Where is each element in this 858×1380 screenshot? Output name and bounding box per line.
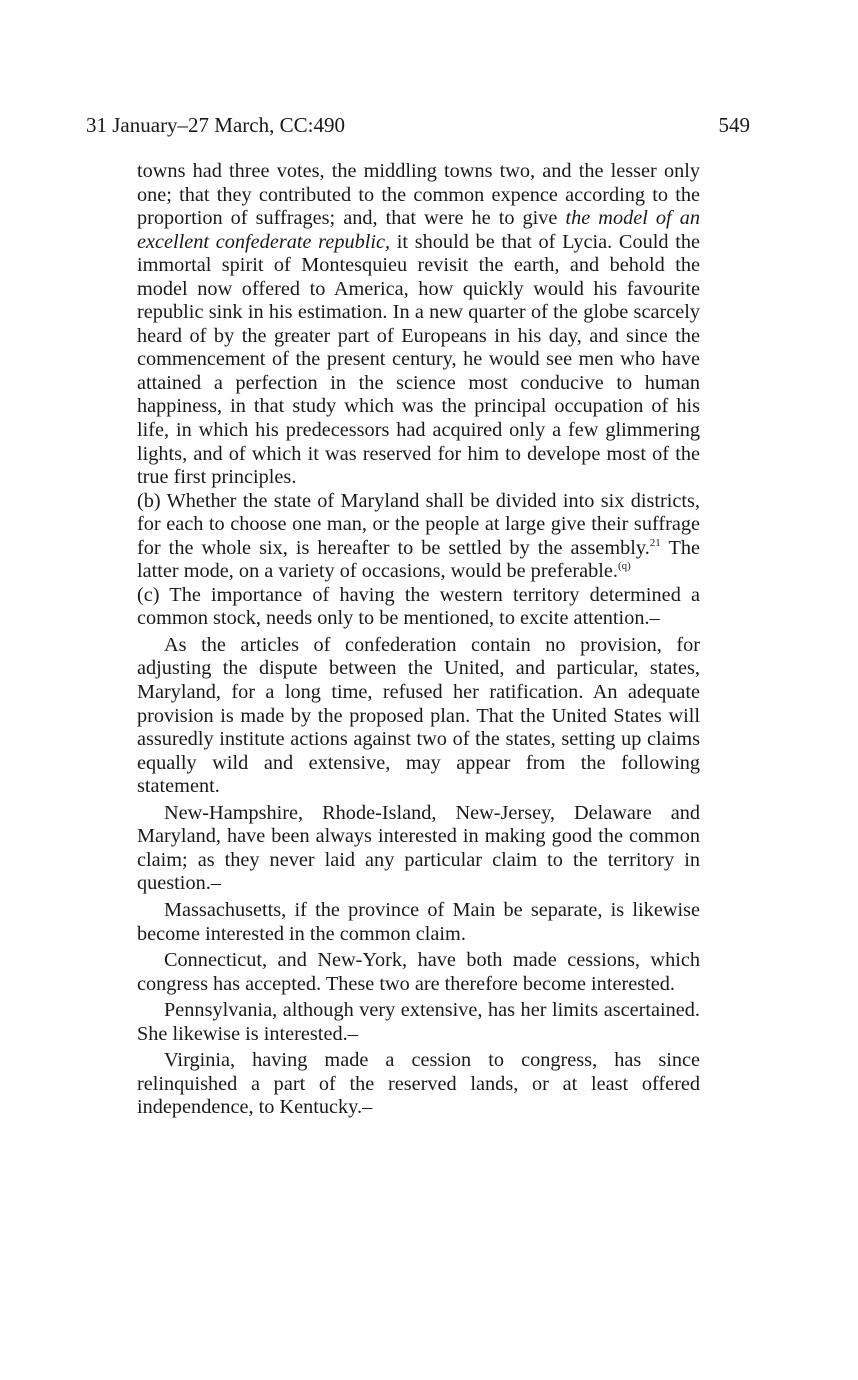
footnote-ref: (q) bbox=[617, 560, 631, 573]
paragraph-text: The latter mode, on a variety of occasions, would be preferable. bbox=[137, 536, 700, 583]
body-text bbox=[137, 160, 700, 1120]
paragraph-new-hampshire: New-Hampshire, Rhode-Island, New-Jersey, Delaware and Maryland, have been always interested in making good the common claim; as they never laid any particular claim to the territory in question.– bbox=[137, 801, 700, 895]
paragraph-articles: As the articles of confederation contain no provision, for adjusting the dispute between the United, and particular, states, Maryland, for a long time, refused her ratification. An adequate provision is made by the proposed plan. That the United States will assuredly institute actions against two of the states, setting up claims equally wild and extensive, may appear from the following statement. bbox=[137, 633, 700, 798]
paragraph-connecticut: Connecticut, and New-York, have both made cessions, which congress has accepted. These two are therefore become interested. bbox=[137, 949, 700, 995]
paragraph-pennsylvania: Pennsylvania, although very extensive, has her limits ascertained. She likewise is interested.– bbox=[137, 999, 700, 1045]
paragraph-lycia bbox=[137, 160, 700, 490]
paragraph-text: towns had three votes, the middling towns two, and the lesser only one; that they contributed to the common expence according to the proportion of suffrages; and, that were he to give bbox=[137, 160, 700, 230]
note-c: (c) The importance of having the western territory determined a common stock, needs only to be mentioned, to excite attention.– bbox=[137, 583, 700, 630]
italic-phrase: the model of an excellent confederate republic, bbox=[137, 207, 700, 253]
running-head bbox=[86, 110, 750, 140]
paragraph-text: (b) Whether the state of Maryland shall be divided into six districts, for each to choose one man, or the people at large give their suffrage for the whole six, is hereafter to be settled by the assembly. bbox=[137, 489, 700, 559]
paragraph-virginia: Virginia, having made a cession to congress, has since relinquished a part of the reserved lands, or at least offered independence, to Kentucky.– bbox=[137, 1049, 700, 1119]
paragraph-massachusetts: Massachusetts, if the province of Main be separate, is likewise become interested in the common claim. bbox=[137, 898, 700, 945]
note-b bbox=[137, 490, 700, 584]
footnote-ref: 21 bbox=[649, 536, 661, 549]
page-number: 549 bbox=[718, 113, 750, 137]
running-head-title: 31 January–27 March, CC:490 bbox=[86, 113, 345, 137]
paragraph-text: it should be that of Lycia. Could the immortal spirit of Montesquieu revisit the earth, and behold the model now offered to America, how quickly would his favourite republic sink in his estimation. In a new quarter of the globe scarcely heard of by the greater part of Europeans in his day, and since the commencement of the present century, he would see men who have attained a perfection in the science most conducive to human happiness, in that study which was the principal occupation of his life, in which his predecessors had acquired only a few glimmering lights, and of which it was reserved for him to develope most of the true first principles. bbox=[137, 230, 700, 489]
